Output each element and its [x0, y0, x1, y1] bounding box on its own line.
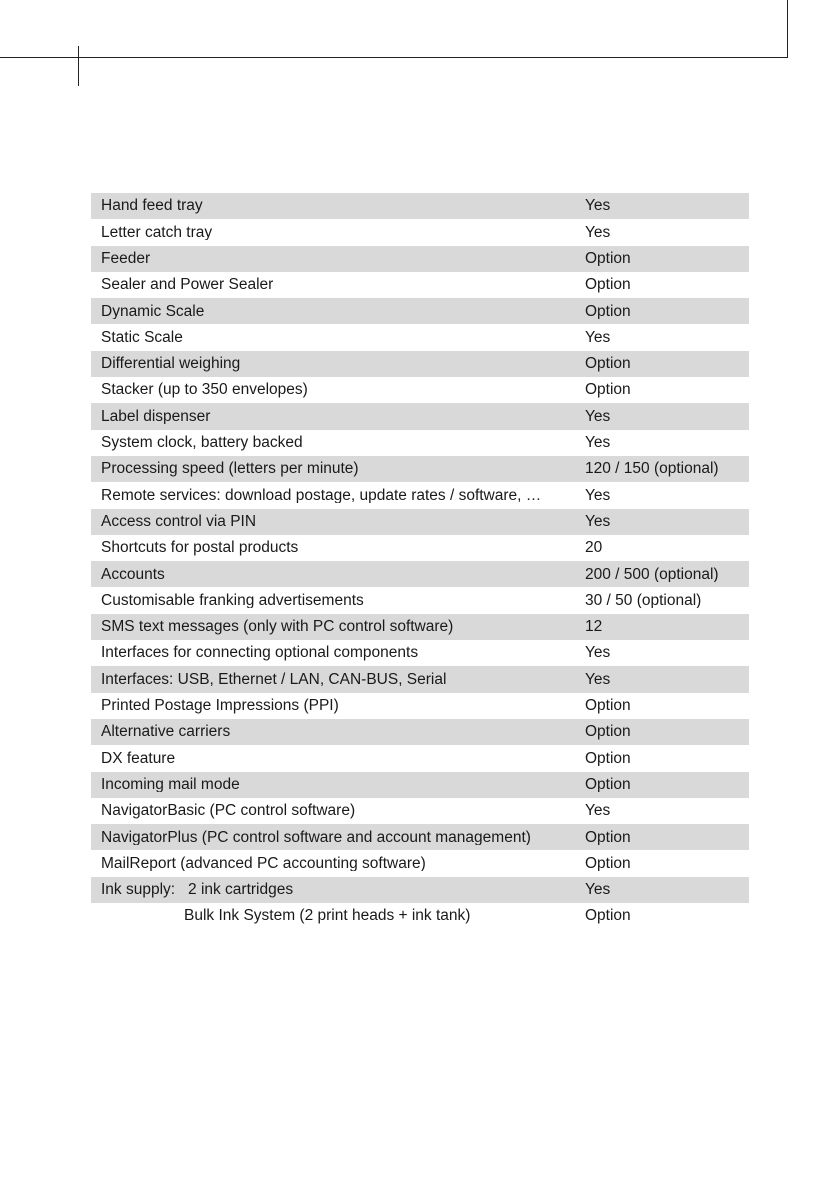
feature-value: 12 — [585, 619, 603, 635]
feature-value: Option — [585, 908, 631, 924]
table-row — [91, 798, 749, 824]
feature-value: Yes — [585, 329, 611, 346]
table-row — [91, 193, 749, 219]
table-row — [91, 403, 749, 429]
feature-value: Yes — [585, 803, 611, 819]
table-row — [91, 745, 749, 771]
table-row — [91, 824, 749, 850]
page-margin-bar — [78, 46, 79, 86]
feature-value: Yes — [585, 882, 611, 898]
table-row — [91, 693, 749, 719]
feature-value: Yes — [585, 513, 611, 530]
feature-value: Option — [585, 356, 631, 372]
feature-value: Yes — [585, 645, 611, 661]
feature-label: Interfaces for connecting optional components — [101, 645, 419, 661]
feature-value: Yes — [585, 224, 611, 241]
feature-value: Option — [585, 724, 631, 740]
crop-mark-vertical — [787, 0, 788, 58]
feature-value: Yes — [585, 487, 611, 504]
feature-value: Yes — [585, 408, 611, 425]
feature-value: Option — [585, 698, 631, 714]
feature-label: Bulk Ink System (2 print heads + ink tank) — [184, 908, 471, 924]
feature-value: Option — [585, 855, 631, 872]
table-row — [91, 587, 749, 613]
table-row — [91, 640, 749, 666]
feature-label: Incoming mail mode — [101, 776, 240, 793]
table-row — [91, 877, 749, 903]
feature-value: 120 / 150 (optional) — [585, 461, 719, 477]
table-row — [91, 535, 749, 561]
feature-label: Interfaces: USB, Ethernet / LAN, CAN-BUS, Serial — [101, 671, 447, 688]
feature-label: Dynamic Scale — [101, 303, 205, 320]
feature-value: Yes — [585, 671, 611, 688]
feature-value: Option — [585, 250, 631, 267]
table-row — [91, 298, 749, 324]
feature-value: 200 / 500 (optional) — [585, 566, 719, 583]
specification-table — [91, 193, 749, 929]
feature-label: Customisable franking advertisements — [101, 592, 364, 609]
table-row — [91, 456, 749, 482]
table-row — [91, 666, 749, 692]
feature-label: NavigatorBasic (PC control software) — [101, 803, 356, 819]
feature-label: SMS text messages (only with PC control software) — [101, 619, 454, 635]
feature-value: 20 — [585, 540, 603, 556]
feature-value: Option — [585, 750, 631, 767]
feature-value: 30 / 50 (optional) — [585, 592, 702, 609]
feature-label: Printed Postage Impressions (PPI) — [101, 698, 339, 714]
table-row — [91, 377, 749, 403]
crop-mark-horizontal — [0, 57, 787, 58]
table-row — [91, 482, 749, 508]
feature-value: Yes — [585, 435, 611, 451]
table-row — [91, 246, 749, 272]
feature-label: Remote services: download postage, update rates / software, … — [101, 487, 542, 504]
table-row — [91, 561, 749, 587]
table-row — [91, 614, 749, 640]
feature-label: Label dispenser — [101, 408, 211, 425]
table-row — [91, 272, 749, 298]
feature-label: Access control via PIN — [101, 513, 257, 530]
feature-label: NavigatorPlus (PC control software and account management) — [101, 829, 531, 846]
feature-label: Feeder — [101, 250, 151, 267]
feature-label: Sealer and Power Sealer — [101, 277, 274, 293]
table-row — [91, 903, 749, 929]
table-row — [91, 850, 749, 876]
feature-label: Ink supply: 2 ink cartridges — [101, 882, 294, 898]
feature-label: Stacker (up to 350 envelopes) — [101, 382, 308, 398]
feature-value: Option — [585, 382, 631, 398]
feature-value: Yes — [585, 198, 611, 214]
feature-value: Option — [585, 277, 631, 293]
feature-label: Static Scale — [101, 329, 183, 346]
feature-label: System clock, battery backed — [101, 435, 303, 451]
feature-label: Shortcuts for postal products — [101, 540, 299, 556]
feature-label: Hand feed tray — [101, 198, 203, 214]
feature-label: Accounts — [101, 566, 165, 583]
table-row — [91, 430, 749, 456]
table-row — [91, 509, 749, 535]
table-row — [91, 772, 749, 798]
table-row — [91, 719, 749, 745]
feature-value: Option — [585, 829, 631, 846]
table-row — [91, 219, 749, 245]
feature-value: Option — [585, 776, 631, 793]
table-row — [91, 324, 749, 350]
feature-label: Alternative carriers — [101, 724, 231, 740]
table-row — [91, 351, 749, 377]
feature-label: DX feature — [101, 750, 176, 767]
feature-label: Letter catch tray — [101, 224, 213, 241]
feature-value: Option — [585, 303, 631, 320]
feature-label: MailReport (advanced PC accounting software) — [101, 855, 426, 872]
feature-label: Differential weighing — [101, 356, 241, 372]
feature-label: Processing speed (letters per minute) — [101, 461, 359, 477]
